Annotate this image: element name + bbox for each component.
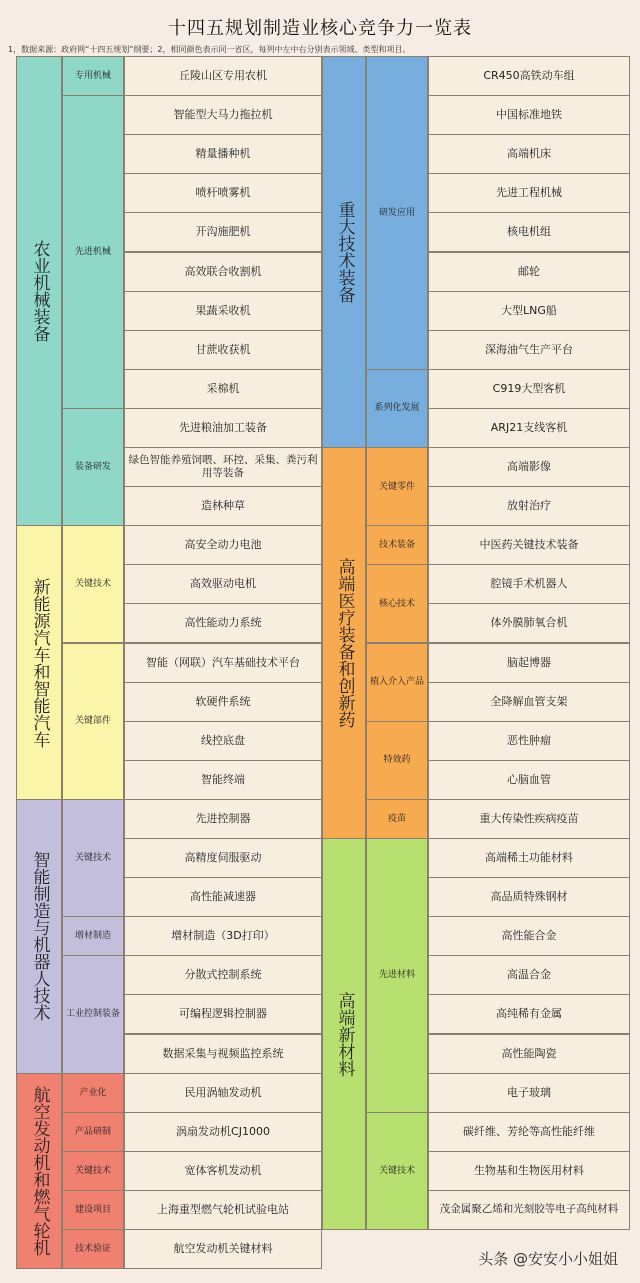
item-cell: 高端影像 — [428, 447, 630, 487]
item-cell: 智能终端 — [124, 760, 322, 800]
type-cell: 专用机械 — [62, 56, 124, 96]
item-cell: 先进粮油加工装备 — [124, 408, 322, 448]
item-cell: 造林种草 — [124, 486, 322, 526]
item-cell: 民用涡轴发动机 — [124, 1073, 322, 1113]
item-cell: 腔镜手术机器人 — [428, 564, 630, 604]
type-cell: 疫苗 — [366, 799, 428, 839]
type-cell: 关键技术 — [366, 1112, 428, 1230]
item-cell: 开沟施肥机 — [124, 212, 322, 252]
item-cell: 高效驱动电机 — [124, 564, 322, 604]
item-cell: CR450高铁动车组 — [428, 56, 630, 96]
domain-cell: 农业机械装备 — [16, 56, 62, 526]
item-cell: 中国标准地铁 — [428, 95, 630, 135]
type-cell: 工业控制装备 — [62, 955, 124, 1073]
item-cell: 先进工程机械 — [428, 173, 630, 213]
item-cell: 先进控制器 — [124, 799, 322, 839]
item-cell: 喷杆喷雾机 — [124, 173, 322, 213]
item-cell: 智能（网联）汽车基础技术平台 — [124, 643, 322, 683]
item-cell: 涡扇发动机CJ1000 — [124, 1112, 322, 1152]
item-cell: 高温合金 — [428, 955, 630, 995]
type-cell: 建设项目 — [62, 1190, 124, 1230]
domain-cell: 智能制造与机器人技术 — [16, 799, 62, 1074]
item-cell: 高纯稀有金属 — [428, 994, 630, 1034]
item-cell: 果蔬采收机 — [124, 291, 322, 331]
item-cell: 高品质特殊钢材 — [428, 877, 630, 917]
item-cell: 核电机组 — [428, 212, 630, 252]
item-cell: 智能型大马力拖拉机 — [124, 95, 322, 135]
item-cell: ARJ21支线客机 — [428, 408, 630, 448]
type-cell: 植入介入产品 — [366, 643, 428, 722]
item-cell: 采棉机 — [124, 369, 322, 409]
item-cell: 电子玻璃 — [428, 1073, 630, 1113]
item-cell: 深海油气生产平台 — [428, 330, 630, 370]
item-cell: 生物基和生物医用材料 — [428, 1151, 630, 1191]
item-cell: 可编程逻辑控制器 — [124, 994, 322, 1034]
type-cell: 技术装备 — [366, 525, 428, 565]
item-cell: 中医药关键技术装备 — [428, 525, 630, 565]
item-cell: 心脑血管 — [428, 760, 630, 800]
type-cell: 研发应用 — [366, 56, 428, 370]
item-cell: 高性能陶瓷 — [428, 1034, 630, 1074]
left-column — [16, 56, 322, 1269]
type-cell: 核心技术 — [366, 564, 428, 643]
item-cell: 大型LNG船 — [428, 291, 630, 331]
type-cell: 产品研制 — [62, 1112, 124, 1152]
item-cell: 软硬件系统 — [124, 682, 322, 722]
watermark: 头条 @安安小小姐姐 — [478, 1250, 618, 1268]
item-cell: 高精度伺服驱动 — [124, 838, 322, 878]
item-cell: 分散式控制系统 — [124, 955, 322, 995]
source-note: 1，数据来源：政府网“十四五规划”纲要；2，相同颜色表示同一省区，每列中左中右分别表示领域、类型和项目。 — [8, 45, 411, 54]
item-cell: 茂金属聚乙烯和光刻胶等电子高纯材料 — [428, 1190, 630, 1230]
item-cell: 精量播种机 — [124, 134, 322, 174]
item-cell: 数据采集与视频监控系统 — [124, 1034, 322, 1074]
domain-cell: 高端新材料 — [322, 838, 366, 1230]
item-cell: 高性能动力系统 — [124, 603, 322, 643]
item-cell: 碳纤维、芳纶等高性能纤维 — [428, 1112, 630, 1152]
item-cell: 高端机床 — [428, 134, 630, 174]
item-cell: 高性能减速器 — [124, 877, 322, 917]
type-cell: 关键技术 — [62, 799, 124, 917]
domain-cell: 高端医疗装备和创新药 — [322, 447, 366, 839]
item-cell: 绿色智能养殖饲喂、环控、采集、粪污利用等装备 — [124, 447, 322, 487]
type-cell: 关键部件 — [62, 643, 124, 800]
domain-cell: 新能源汽车和智能汽车 — [16, 525, 62, 800]
item-cell: 丘陵山区专用农机 — [124, 56, 322, 96]
item-cell: 上海重型燃气轮机试验电站 — [124, 1190, 322, 1230]
domain-cell: 航空发动机和燃气轮机 — [16, 1073, 62, 1270]
item-cell: 放射治疗 — [428, 486, 630, 526]
type-cell: 先进材料 — [366, 838, 428, 1113]
item-cell: 邮轮 — [428, 252, 630, 292]
type-cell: 特效药 — [366, 721, 428, 800]
item-cell: 恶性肿瘤 — [428, 721, 630, 761]
type-cell: 关键技术 — [62, 1151, 124, 1191]
domain-cell: 重大技术装备 — [322, 56, 366, 448]
item-cell: 高安全动力电池 — [124, 525, 322, 565]
item-cell: 线控底盘 — [124, 721, 322, 761]
item-cell: 增材制造（3D打印） — [124, 916, 322, 956]
item-cell: 重大传染性疾病疫苗 — [428, 799, 630, 839]
type-cell: 产业化 — [62, 1073, 124, 1113]
item-cell: 全降解血管支架 — [428, 682, 630, 722]
right-column — [322, 56, 630, 1230]
type-cell: 关键技术 — [62, 525, 124, 643]
item-cell: 宽体客机发动机 — [124, 1151, 322, 1191]
item-cell: 航空发动机关键材料 — [124, 1229, 322, 1269]
item-cell: 体外膜肺氧合机 — [428, 603, 630, 643]
type-cell: 系列化发展 — [366, 369, 428, 448]
page-title: 十四五规划制造业核心竞争力一览表 — [168, 18, 472, 39]
item-cell: 高性能合金 — [428, 916, 630, 956]
item-cell: C919大型客机 — [428, 369, 630, 409]
type-cell: 技术验证 — [62, 1229, 124, 1269]
type-cell: 装备研发 — [62, 408, 124, 526]
item-cell: 脑起博器 — [428, 643, 630, 683]
type-cell: 先进机械 — [62, 95, 124, 409]
type-cell: 增材制造 — [62, 916, 124, 956]
item-cell: 高效联合收割机 — [124, 252, 322, 292]
item-cell: 甘蔗收获机 — [124, 330, 322, 370]
type-cell: 关键零件 — [366, 447, 428, 526]
item-cell: 高端稀土功能材料 — [428, 838, 630, 878]
